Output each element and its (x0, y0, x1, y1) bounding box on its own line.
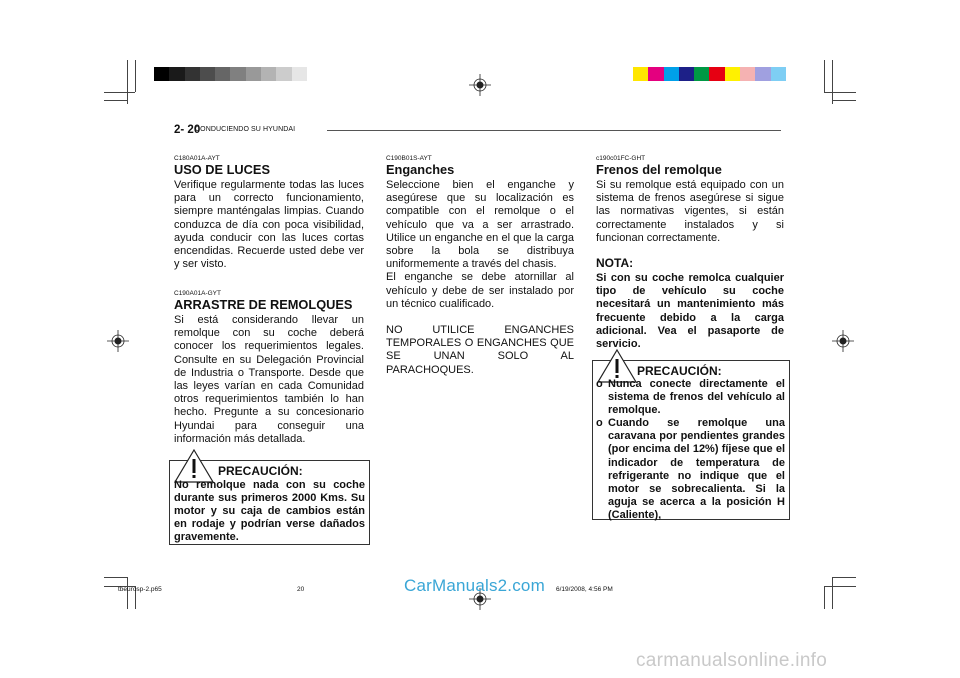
list-bullet: o (596, 417, 603, 430)
header-rule (327, 130, 781, 131)
section-code: c190c01FC-GHT (596, 155, 646, 162)
color-swatch (648, 67, 663, 81)
hitches-paragraph-3: NO UTILICE ENGANCHES TEMPORALES O ENGANCHES QUE SE UNAN SOLO AL PARACHOQUES. (386, 324, 574, 376)
brakes-paragraph: Si su remolque está equipado con un sistema de frenos asegúrese si sigue las normativas vigentes, si están correctamente instalados y si funcionan correctamente. (596, 179, 784, 244)
gray-swatch (230, 67, 245, 81)
registration-mark-top-icon (469, 74, 491, 96)
column-right (596, 155, 784, 351)
gray-swatch (215, 67, 230, 81)
list-item (596, 417, 785, 522)
gray-swatch (276, 67, 291, 81)
color-swatch (633, 67, 648, 81)
section-heading-brakes: Frenos del remolque (596, 162, 722, 177)
color-swatch (755, 67, 770, 81)
gray-swatch (200, 67, 215, 81)
color-swatch (771, 67, 786, 81)
section-code: C190A01A-GYT (174, 290, 221, 297)
warning-list-container (596, 378, 785, 522)
gray-swatch (185, 67, 200, 81)
color-swatch (664, 67, 679, 81)
warning-text: No remolque nada con su coche durante sus primeros 2000 Kms. Su motor y su caja de cambios están en rodaje y podrían verse dañados gravemente. (174, 479, 365, 544)
list-item (596, 378, 785, 417)
warning-box-left (169, 460, 370, 545)
color-swatch (740, 67, 755, 81)
section-body-towing: Si está considerando llevar un remolque con su coche deberá conocer los requerimientos legales. Consulte en su Delegación Provincial de Industria o Transporte. Desde que las leyes varían en cada Comunidad otros requerimientos también lo han hecho. Pregunte a su concesionario Hyundai para conseguir una información más detallada. (174, 314, 364, 445)
gray-swatch (154, 67, 169, 81)
list-item-text: Nunca conecte directamente el sistema de frenos del vehículo al remolque. (608, 378, 785, 417)
column-left-towing (174, 290, 364, 446)
warning-title: PRECAUCIÓN: (637, 364, 722, 378)
color-swatch (694, 67, 709, 81)
note-text: Si con su coche remolca cualquier tipo de vehículo su coche necesitará un mantenimiento más frecuente debido a la carga adicional. Vea el pasaporte de servicio. (596, 272, 784, 351)
footer-page-number: 20 (297, 586, 305, 593)
page-number: 2- 20 (174, 124, 201, 136)
registration-mark-left-icon (107, 330, 129, 352)
section-heading-lights: USO DE LUCES (174, 162, 270, 177)
column-middle (386, 155, 574, 377)
gray-swatch (169, 67, 184, 81)
registration-mark-right-icon (832, 330, 854, 352)
color-swatch (725, 67, 740, 81)
hitches-paragraph-1: Seleccione bien el enganche y asegúrese que su localización es compatible con el remolque o el vehículo que va a ser arrastrado. Utilice un enganche en el que la carga sobre la bola se distribuya uniformemente a través del chasis. (386, 179, 574, 271)
warning-triangle-icon (174, 449, 214, 483)
gray-swatch (246, 67, 261, 81)
note-heading: NOTA: (596, 256, 634, 271)
warning-title: PRECAUCIÓN: (218, 464, 303, 478)
color-calibration-bar (633, 67, 786, 81)
footer-file-name: tbeurosp-2.p65 (118, 586, 162, 593)
section-title: CONDUCIENDO SU HYUNDAI (195, 126, 296, 133)
list-item-text: Cuando se remolque una caravana por pendientes grandes (por encima del 12%) fíjese que el indicador de temperatura de refrigerante no indique que el motor se sobrecalienta. Si la aguja se acerca a la posición H (Caliente), (608, 417, 785, 521)
color-swatch (709, 67, 724, 81)
section-heading-hitches: Enganches (386, 162, 455, 177)
section-body-lights: Verifique regularmente todas las luces para un correcto funcionamiento, siempre manténgalas limpias. Cuando conduzca de día con poca visibilidad, ayuda conducir con las luces cortas encendidas. Recuerde usted debe ver y ser visto. (174, 179, 364, 271)
warning-list (596, 378, 785, 522)
section-heading-towing: ARRASTRE DE REMOLQUES (174, 297, 353, 312)
grayscale-calibration-bar (154, 67, 307, 81)
column-left (174, 155, 364, 271)
watermark-carmanualsonline[interactable]: carmanualsonline.info (636, 650, 828, 671)
warning-box-right (592, 360, 790, 520)
section-code: C190B01S-AYT (386, 155, 432, 162)
watermark-carmanuals2[interactable]: CarManuals2.com (404, 576, 545, 595)
gray-swatch (261, 67, 276, 81)
color-swatch (679, 67, 694, 81)
list-bullet: o (596, 378, 603, 390)
footer-date: 6/19/2008, 4:56 PM (556, 586, 613, 593)
section-code: C180A01A-AYT (174, 155, 220, 162)
hitches-paragraph-2: El enganche se debe atornillar al vehículo y debe de ser instalado por un técnico cualificado. (386, 271, 574, 310)
gray-swatch (292, 67, 307, 81)
